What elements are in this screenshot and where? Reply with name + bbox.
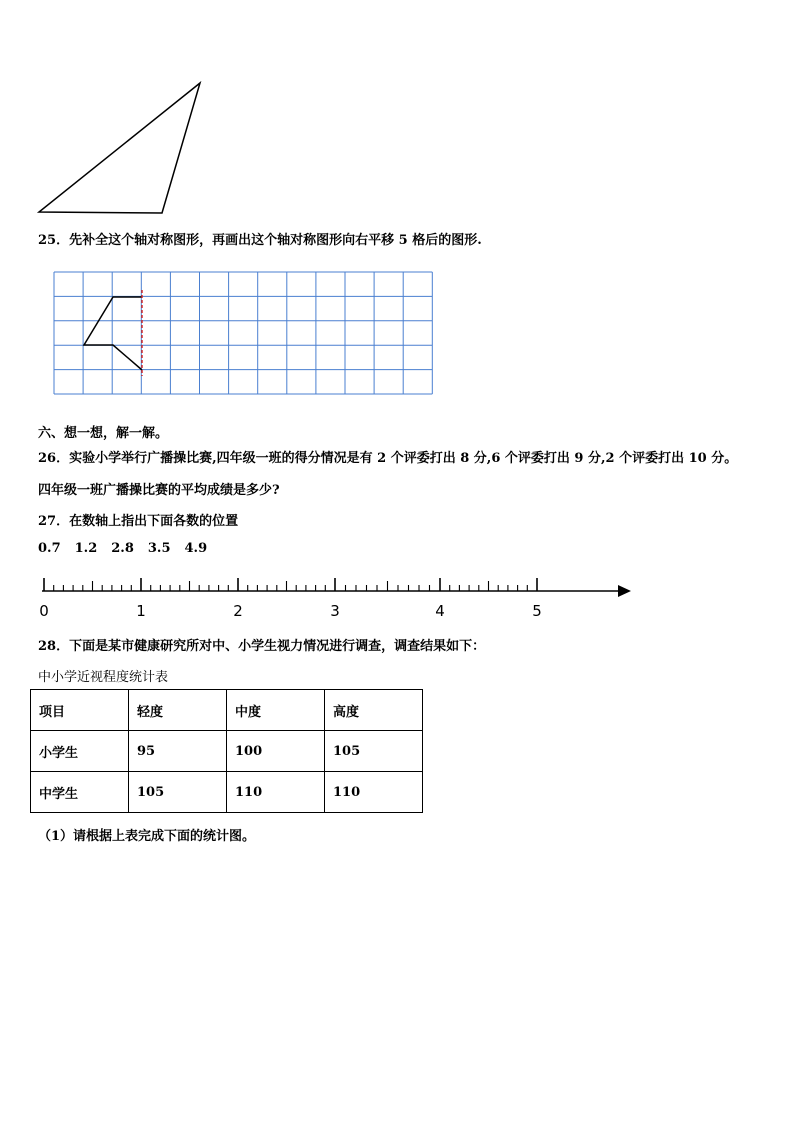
sub-question-1: （1）请根据上表完成下面的统计图。	[38, 829, 256, 844]
number-item: 3.5	[147, 541, 171, 556]
axis-label-1: 1	[136, 602, 146, 620]
table-cell: 110	[325, 772, 423, 813]
grid-figure	[50, 266, 440, 400]
triangle	[39, 83, 200, 213]
number-line-ticks	[44, 578, 537, 591]
table-header-row	[31, 690, 423, 731]
table-title: 中小学近视程度统计表	[38, 670, 169, 685]
number-item: 4.9	[184, 541, 208, 556]
grid-lines	[54, 272, 432, 394]
question-26-line1: 26．实验小学举行广播操比赛,四年级一班的得分情况是有 2 个评委打出 8 分,6 个评委打出 9 分,2 个评委打出 10 分。	[38, 451, 738, 466]
axis-label-2: 2	[233, 602, 243, 620]
partial-shape	[84, 297, 142, 370]
table-cell: 105	[325, 731, 423, 772]
number-item: 2.8	[111, 541, 134, 556]
number-line-labels	[39, 602, 542, 620]
question-26-line2: 四年级一班广播操比赛的平均成绩是多少?	[38, 483, 280, 498]
table-cell: 中学生	[31, 772, 129, 813]
axis-label-4: 4	[435, 602, 445, 620]
axis-label-3: 3	[330, 602, 340, 620]
question-25: 25．先补全这个轴对称图形，再画出这个轴对称图形向右平移 5 格后的图形.	[38, 233, 482, 248]
table-cell: 95	[129, 731, 227, 772]
table-header-cell: 轻度	[129, 690, 227, 731]
table-row	[31, 731, 423, 772]
table-header-cell: 项目	[31, 690, 129, 731]
axis-label-5: 5	[532, 602, 542, 620]
triangle-figure	[30, 75, 210, 220]
table-header-cell: 高度	[325, 690, 423, 731]
number-line	[30, 570, 640, 622]
table-header-cell: 中度	[227, 690, 325, 731]
number-item: 1.2	[74, 541, 98, 556]
question-27: 27．在数轴上指出下面各数的位置	[38, 514, 239, 529]
table-cell: 小学生	[31, 731, 129, 772]
arrow-icon	[618, 585, 631, 597]
axis-label-0: 0	[39, 602, 49, 620]
table-cell: 105	[129, 772, 227, 813]
table-cell: 100	[227, 731, 325, 772]
question-28: 28．下面是某市健康研究所对中、小学生视力情况进行调查，调查结果如下：	[38, 639, 486, 654]
myopia-table	[30, 689, 423, 813]
section-6-title: 六、想一想，解一解。	[38, 426, 169, 441]
table-cell: 110	[227, 772, 325, 813]
number-item: 0.7	[38, 541, 61, 556]
number-list	[38, 541, 221, 556]
table-row	[31, 772, 423, 813]
